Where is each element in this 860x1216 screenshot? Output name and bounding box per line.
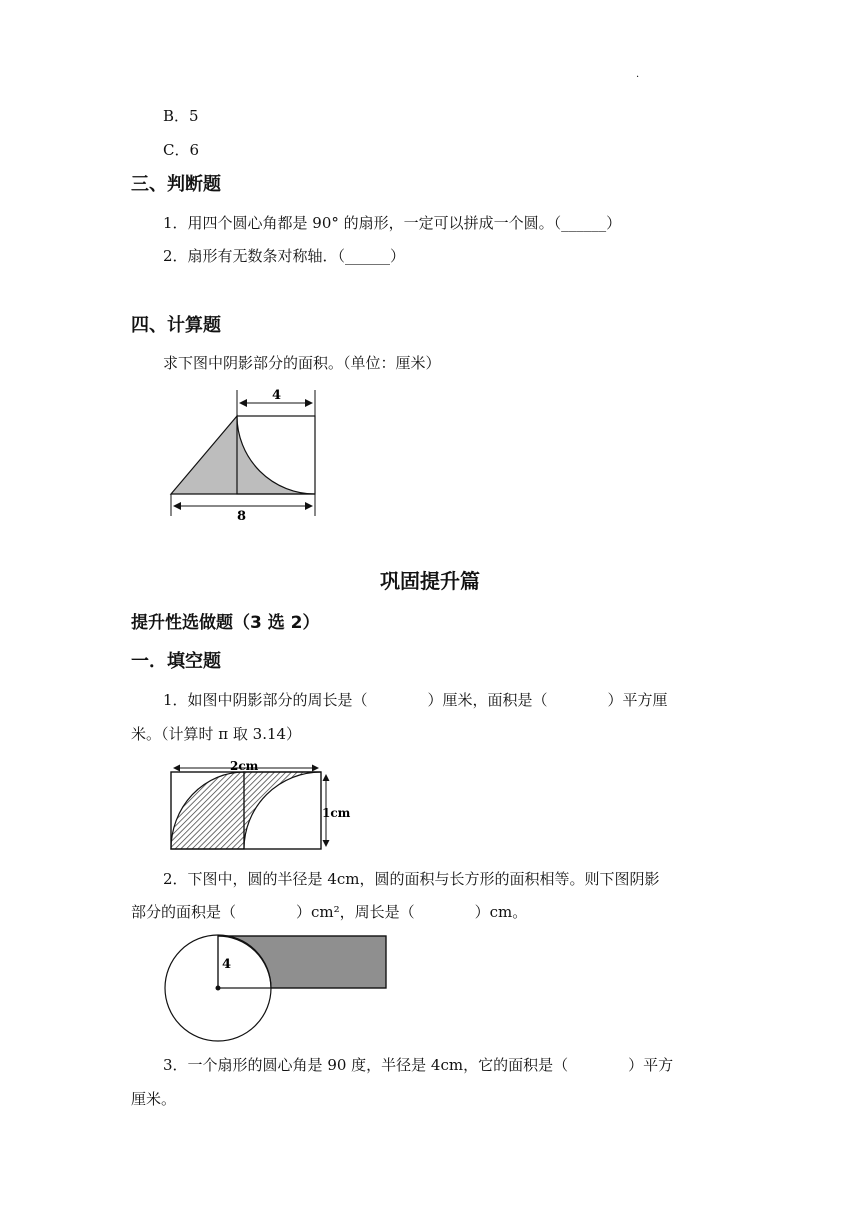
option-c: C．6	[163, 141, 200, 159]
fill-q3-line2: 厘米。	[131, 1090, 177, 1108]
dim-top-label: 4	[272, 388, 282, 403]
hatched-right	[244, 772, 321, 849]
fill-q1-line1: 1．如图中阴影部分的周长是（ ）厘米，面积是（ ）平方厘	[163, 691, 668, 709]
fill-q2-line1: 2．下图中，圆的半径是 4cm，圆的面积与长方形的面积相等。则下图阴影	[163, 870, 660, 888]
hatched-left	[171, 772, 244, 849]
part-title: 巩固提升篇	[380, 569, 480, 593]
dim-height-label: 1cm	[322, 806, 351, 820]
fill-q1-line2: 米。（计算时 π 取 3.14）	[131, 725, 302, 743]
fill-figure1	[160, 756, 360, 856]
dim-width-label: 2cm	[230, 759, 259, 773]
fill-q2-line2: 部分的面积是（ ）cm²，周长是（ ）cm。	[131, 903, 528, 921]
fill-q3-line1: 3．一个扇形的圆心角是 90 度，半径是 4cm，它的面积是（ ）平方	[163, 1056, 674, 1074]
shaded-rectangle	[218, 936, 386, 988]
part-subtitle: 提升性选做题（3 选 2）	[131, 613, 320, 633]
section1-title: 一．填空题	[131, 651, 221, 672]
section3-title: 三、判断题	[131, 174, 221, 195]
section4-title: 四、计算题	[131, 315, 221, 336]
shaded-region	[171, 416, 315, 494]
page-mark: ·	[636, 72, 640, 83]
option-b: B．5	[163, 107, 199, 125]
judge-q2: 2．扇形有无数条对称轴．（______）	[163, 247, 406, 265]
fill-figure2	[160, 930, 400, 1045]
calc-figure	[160, 386, 330, 526]
calc-prompt: 求下图中阴影部分的面积。（单位：厘米）	[163, 354, 441, 372]
judge-q1: 1．用四个圆心角都是 90° 的扇形，一定可以拼成一个圆。（______）	[163, 214, 622, 232]
dim-bottom-label: 8	[237, 509, 247, 524]
radius-label: 4	[222, 957, 232, 972]
